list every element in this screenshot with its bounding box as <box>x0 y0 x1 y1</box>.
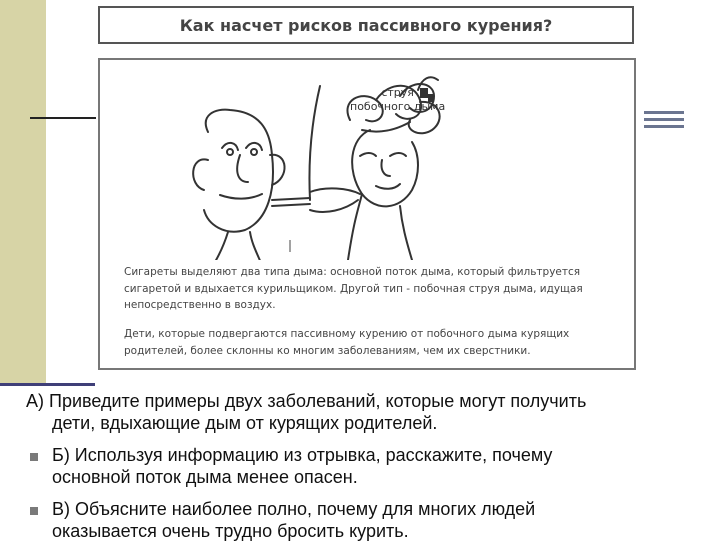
paragraph-smoke-types <box>124 264 583 314</box>
question-line: В) Объясните наиболее полно, почему для многих людей <box>52 499 536 519</box>
question-line: дети, вдыхающие дым от курящих родителей. <box>52 413 438 433</box>
paragraph-children-risk <box>124 326 569 359</box>
callout-line: струя <box>381 86 414 99</box>
smoke-callout-label <box>350 86 445 114</box>
left-accent-band <box>0 0 46 385</box>
left-accent-rule <box>0 383 95 386</box>
bullet-icon <box>30 507 38 515</box>
paragraph-line: родителей, более склонны ко многим заболеваниям, чем их сверстники. <box>124 344 531 357</box>
paragraph-line: сигаретой и вдыхается курильщиком. Другой тип - побочная струя дыма, идущая <box>124 282 583 295</box>
question-line: Б) Используя информацию из отрывка, расскажите, почему <box>52 445 553 465</box>
decorative-line <box>30 117 96 119</box>
title-box <box>98 6 634 44</box>
paragraph-line: Сигареты выделяют два типа дыма: основной поток дыма, который фильтруется <box>124 266 581 278</box>
question-line: А) Приведите примеры двух заболеваний, которые могут получить <box>26 391 587 411</box>
paragraph-line: Дети, которые подвергаются пассивному курению от побочного дыма курящих <box>124 328 570 340</box>
decorative-lines <box>644 111 684 132</box>
question-line: оказывается очень трудно бросить курить. <box>52 521 409 541</box>
question-line: основной поток дыма менее опасен. <box>52 467 358 487</box>
bullet-icon <box>30 453 38 461</box>
page-title: Как насчет рисков пассивного курения? <box>179 15 553 35</box>
paragraph-line: непосредственно в воздух. <box>124 299 276 311</box>
callout-line: побочного дыма <box>350 100 446 113</box>
figure-panel <box>98 58 636 370</box>
